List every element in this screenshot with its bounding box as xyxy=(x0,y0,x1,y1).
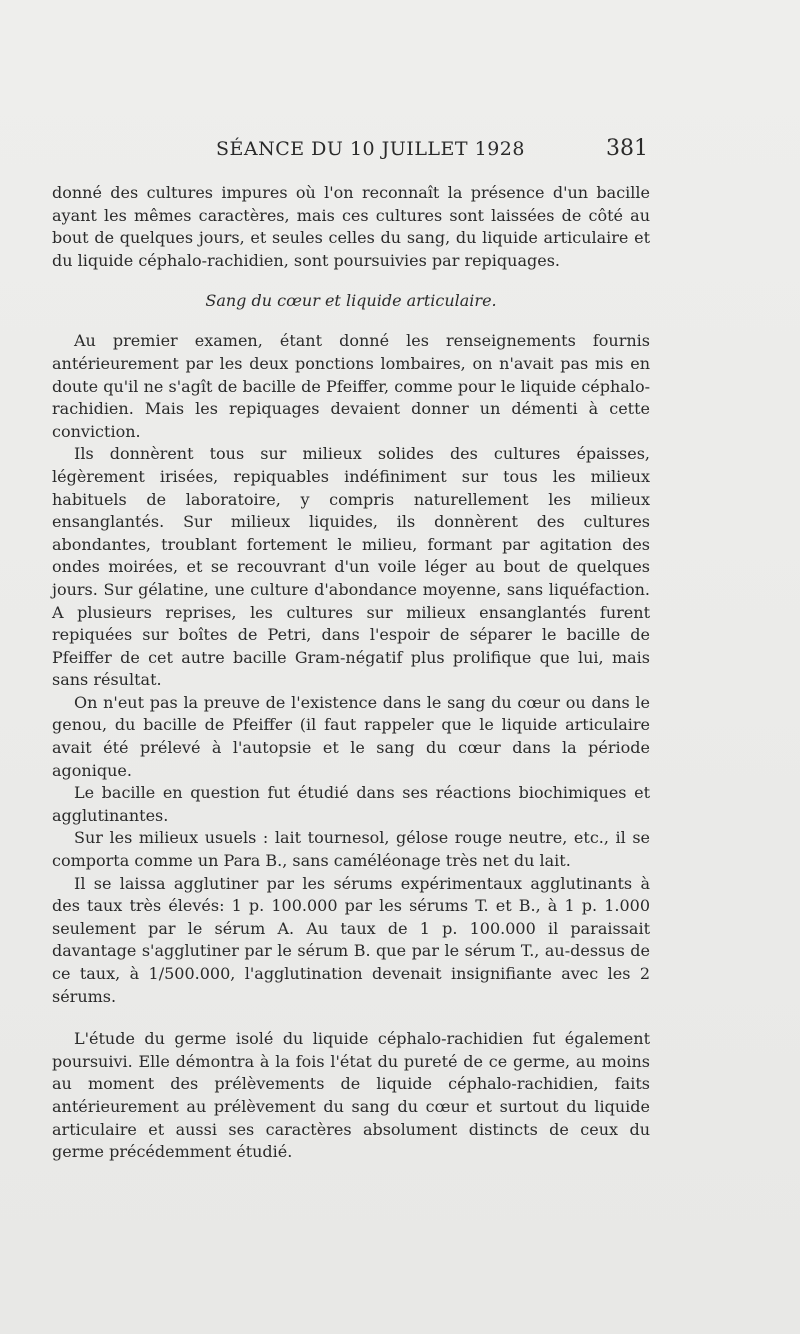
paragraph-5: Le bacille en question fut étudié dans ses réactions biochimiques et agglutinantes. xyxy=(52,783,650,825)
paragraph-3: Ils donnèrent tous sur milieux solides des cultures épaisses, légèrement irisées, repiquables indéfiniment sur tous les milieux habituels de laboratoire, y compris naturellement les milieux ensanglantés. Sur milieux liquides, ils donnèrent des cultures abondantes, troublant fortement le milieu, formant par agitation des ondes moirées, et se recouvrant d'un voile léger au bout de quelques jours. Sur gélatine, une culture d'abondance moyenne, sans liquéfaction. A plusieurs reprises, les cultures sur milieux ensanglantés furent repiquées sur boîtes de Petri, dans l'espoir de séparer le bacille de Pfeiffer de cet autre bacille Gram-négatif plus prolifique que lui, mais sans résultat. xyxy=(52,444,650,690)
page-number: 381 xyxy=(606,136,648,161)
paragraph-6: Sur les milieux usuels : lait tournesol, gélose rouge neutre, etc., il se comporta comme un Para B., sans caméléonage très net du lait. xyxy=(52,828,650,871)
section-subheading: Sang du cœur et liquide articulaire. xyxy=(205,291,497,311)
body-text xyxy=(52,182,650,1164)
paragraph-7: Il se laissa agglutiner par les sérums expérimentaux agglutinants à des taux très élevés: 1 p. 100.000 par les sérums T. et B., à 1 p. 1.000 seulement par le sérum A. Au taux de 1 p. 100.000 il paraissait davantage s'agglutiner par le sérum B. que par le sérum T., au-dessus de ce taux, à 1/500.000, l'agglutination devenait insignifiante avec les 2 sérums. xyxy=(52,873,650,1006)
paragraph-4: On n'eut pas la preuve de l'existence dans le sang du cœur ou dans le genou, du bacille de Pfeiffer (il faut rappeler que le liquide articulaire avait été prélevé à l'autopsie et le sang du cœur dans la période agonique. xyxy=(52,692,650,780)
paragraph-8: L'étude du germe isolé du liquide céphalo-rachidien fut également poursuivi. Elle démontra à la fois l'état du pureté de ce germe, au moins au moment des prélèvements de liquide céphalo-rachidien, faits antérieurement au prélèvement du sang du cœur et surtout du liquide articulaire et aussi ses caractères absolument distincts de ceux du germe précédemment étudié. xyxy=(52,1029,650,1162)
page-header xyxy=(52,136,648,166)
running-head: SÉANCE DU 10 JUILLET 1928 xyxy=(216,138,525,160)
paragraph-1: donné des cultures impures où l'on reconnaît la présence d'un bacille ayant les mêmes caractères, mais ces cultures sont laissées de côté au bout de quelques jours, et seules celles du sang, du liquide articulaire et du liquide céphalo-rachidien, sont poursuivies par repiquages. xyxy=(52,183,650,270)
paragraph-gap xyxy=(52,1008,650,1028)
paragraph-2: Au premier examen, étant donné les renseignements fournis antérieurement par les deux ponctions lombaires, on n'avait pas mis en doute qu'il ne s'agît de bacille de Pfeiffer, comme pour le liquide céphalo-rachidien. Mais les repiquages devaient donner un démenti à cette conviction. xyxy=(52,331,650,441)
